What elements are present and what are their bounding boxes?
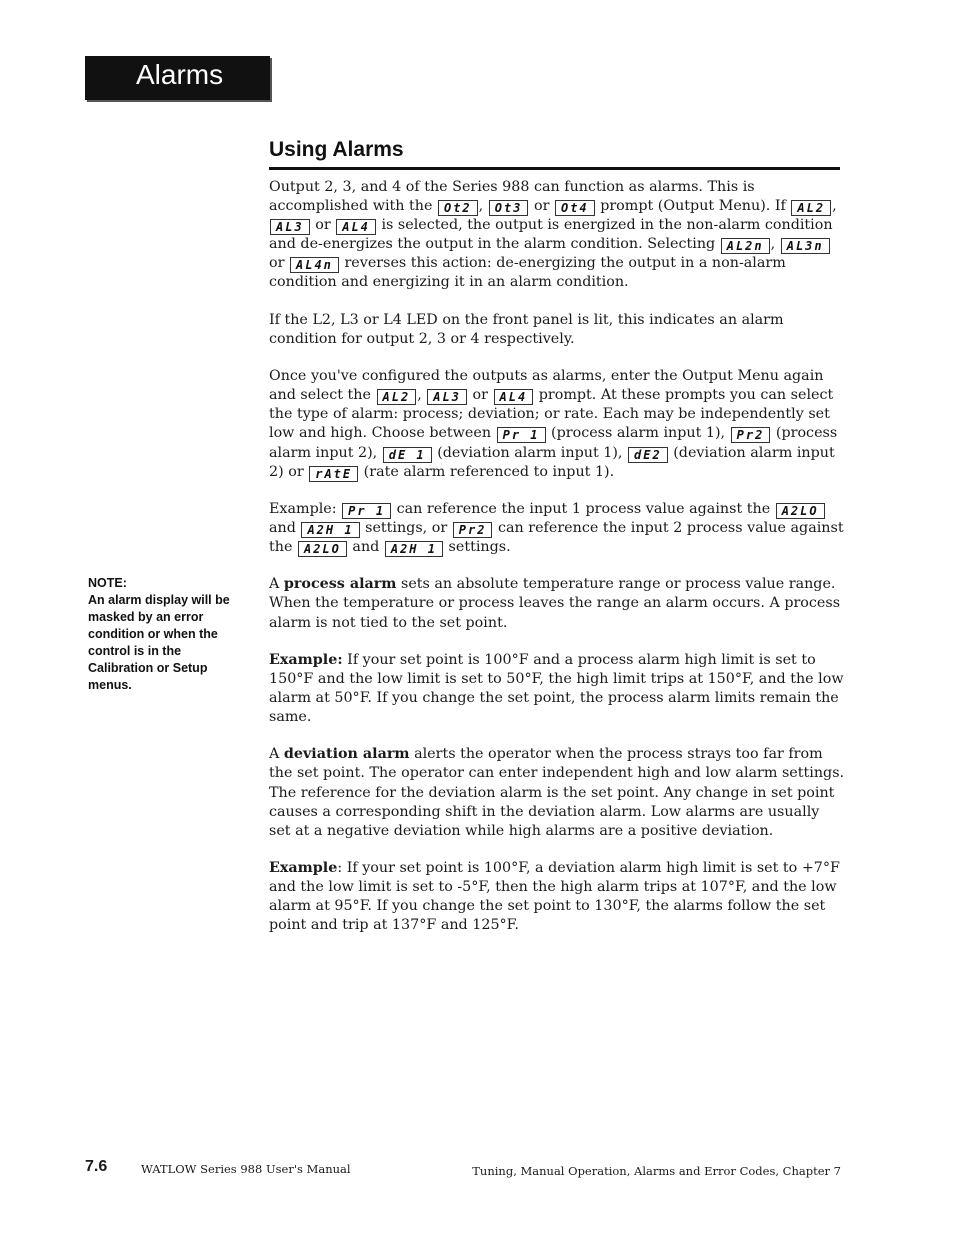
text-run: settings.	[443, 539, 511, 556]
paragraph-led-indicator: If the L2, L3 or L4 LED on the front panel is lit, this indicates an alarm condition for output 2, 3 or 4 respectively.	[269, 311, 784, 347]
prompt-de2: dE2	[628, 447, 668, 463]
paragraph-outputs-as-alarms	[269, 178, 845, 293]
paragraph-alarm-types	[269, 367, 845, 482]
prompt-pr2: Pr2	[453, 522, 493, 538]
prompt-ot4: Ot4	[555, 200, 595, 216]
footer-chapter-title: Tuning, Manual Operation, Alarms and Error Codes, Chapter 7	[472, 1164, 841, 1178]
text-run: Once you've configured the outputs as alarms, enter the Output Menu again and select the	[269, 368, 824, 404]
text-run: (process alarm input 2),	[269, 425, 838, 461]
page-number: 7.6	[85, 1158, 108, 1175]
paragraph-prompt-example	[269, 500, 845, 557]
text-run: A	[269, 576, 284, 593]
text-run: settings, or	[360, 519, 452, 536]
text-run: Output 2, 3, and 4 of the Series 988 can function as alarms. This is accomplished with the	[269, 179, 755, 215]
body-text	[269, 178, 845, 954]
paragraph-process-example	[269, 651, 845, 727]
text-run: Example:	[269, 500, 342, 517]
note-title: NOTE:	[88, 576, 127, 590]
paragraph-deviation-alarm	[269, 745, 845, 840]
note-text: An alarm display will be masked by an error condition or when the control is in the Calibration or Setup menus.	[88, 593, 230, 692]
text-run: ,	[832, 198, 837, 215]
prompt-al3: AL3	[270, 219, 310, 235]
paragraph-process-alarm	[269, 575, 845, 632]
text-run: sets an absolute temperature range or process value range. When the temperature or process leaves the range an alarm occurs. A process alarm is not tied to the set point.	[269, 576, 841, 631]
prompt-de1: dE 1	[383, 447, 432, 463]
chapter-header-label: Alarms	[136, 59, 224, 90]
text-run: or	[467, 387, 493, 404]
prompt-a2hi: A2H 1	[301, 522, 359, 538]
prompt-al4n: AL4n	[290, 257, 339, 273]
prompt-a2lo: A2LO	[776, 503, 825, 519]
text-run: or	[310, 217, 336, 234]
text-run: alerts the operator when the process strays too far from the set point. The operator can enter independent high and low alarm settings. The reference for the deviation alarm is the set point. Any change in set point causes a corresponding shift in the deviation alarm. Low alarms are usually set at a negative deviation while high alarms are a positive deviation.	[269, 746, 845, 839]
prompt-a2hi: A2H 1	[385, 541, 443, 557]
prompt-al3: AL3	[427, 389, 467, 405]
text-run: (deviation alarm input 2) or	[269, 444, 835, 480]
footer-manual-title: WATLOW Series 988 User's Manual	[141, 1162, 351, 1176]
prompt-rate: rAtE	[309, 466, 358, 482]
prompt-ot2: Ot2	[438, 200, 478, 216]
term-process-alarm: process alarm	[283, 576, 397, 593]
prompt-al4: AL4	[336, 219, 376, 235]
text-run: If your set point is 100°F and a process alarm high limit is set to 150°F and the low limit is set to 50°F, the high limit trips at 150°F, and the low alarm at 50°F. If you change the set point, the process alarm limits remain the same.	[269, 651, 844, 726]
text-run: and	[347, 539, 384, 556]
prompt-al2n: AL2n	[721, 238, 770, 254]
text-run: A	[269, 746, 284, 763]
text-run: ,	[417, 387, 427, 404]
text-run: prompt. At these prompts you can select the type of alarm: process; deviation; or rate. Each may be independently set low and high. Choose between	[269, 387, 834, 442]
text-run: or	[269, 255, 289, 272]
prompt-al3n: AL3n	[781, 238, 830, 254]
text-run: (deviation alarm input 1),	[432, 444, 627, 461]
text-run: prompt (Output Menu). If	[595, 198, 791, 215]
text-run: : If your set point is 100°F, a deviation alarm high limit is set to +7°F and the low limit is set to -5°F, then the high alarm trips at 107°F, and the low alarm at 95°F. If you change the set point to 130°F, the alarms follow the set point and trip at 137°F and 125°F.	[269, 860, 840, 934]
text-run: reverses this action: de-energizing the output in a non-alarm condition and energizing it in an alarm condition.	[269, 255, 786, 291]
text-run: (rate alarm referenced to input 1).	[359, 463, 615, 480]
example-label: Example:	[269, 651, 343, 668]
prompt-pr2: Pr2	[731, 427, 771, 443]
text-run: ,	[478, 198, 488, 215]
prompt-pr1: Pr 1	[342, 503, 391, 519]
prompt-al4: AL4	[494, 389, 534, 405]
example-label: Example	[269, 860, 338, 877]
text-run: can reference the input 1 process value against the	[392, 500, 775, 517]
prompt-pr1: Pr 1	[497, 427, 546, 443]
prompt-a2lo: A2LO	[298, 541, 347, 557]
section-title: Using Alarms	[269, 138, 840, 170]
paragraph-deviation-example	[269, 859, 845, 935]
text-run: is selected, the output is energized in the non-alarm condition and de-energizes the output in the alarm condition. Selecting	[269, 217, 833, 253]
text-run: can reference the input 2 process value against the	[269, 519, 844, 556]
text-run: and	[269, 519, 301, 536]
text-run: (process alarm input 1),	[546, 425, 730, 442]
term-deviation-alarm: deviation alarm	[283, 746, 410, 763]
side-note	[88, 575, 238, 694]
text-run: or	[529, 198, 554, 215]
chapter-header-tab	[85, 56, 270, 100]
text-run: ,	[770, 236, 780, 253]
prompt-ot3: Ot3	[489, 200, 529, 216]
prompt-al2: AL2	[791, 200, 831, 216]
prompt-al2: AL2	[377, 389, 417, 405]
